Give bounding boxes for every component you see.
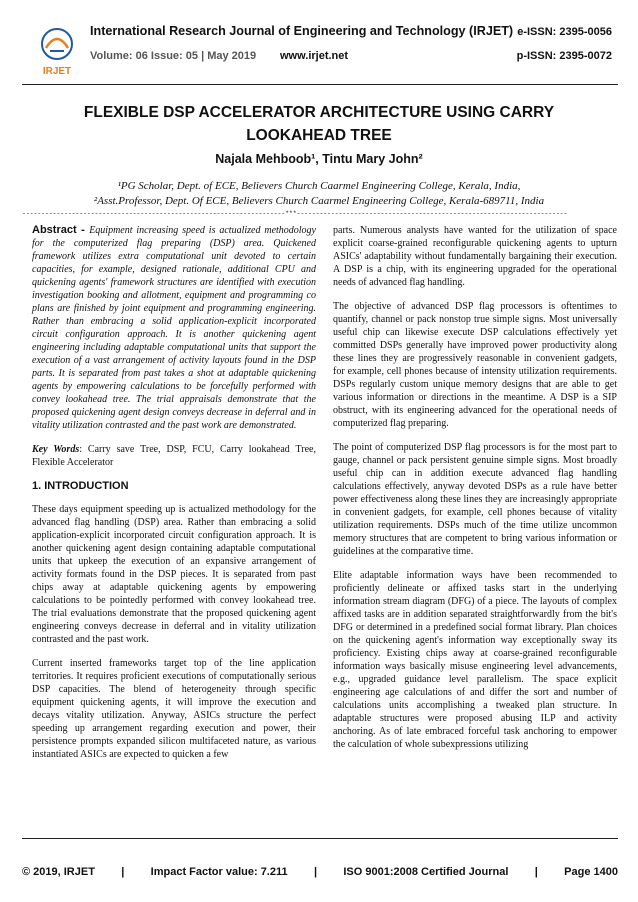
paragraph: Current inserted frameworks target top of the line application territories. It requires proficient executions of computationally serious DSP capacities. The blend of heterogeneity through specific equipment quickening agents, it will improve the execution and decays vitality utilization. Anyway, ASICs structure the perfect speeding up arrangement regarding execution and power, their persistence prompts expanded silicon multifaceted nature, as various instantiated ASICs are expected to quicken a few (32, 658, 316, 760)
affiliation-2: ²Asst.Professor, Dept. Of ECE, Believers Church Caarmel Engineering College, Kerala-689711, India (93, 195, 545, 207)
keywords-heading: Key Words (32, 444, 80, 455)
copyright: © 2019, IRJET (22, 866, 95, 878)
header-rule (22, 84, 618, 85)
affiliation-1: ¹PG Scholar, Dept. of ECE, Believers Church Caarmel Engineering College, Kerala, India, (117, 180, 521, 192)
abstract (32, 224, 316, 432)
paragraph: These days equipment speeding up is actualized methodology for the advanced flag handling (DSP) area. Rather than embracing a solid application-explicit incorporated circuit configuration approach. It is another quickening agent design containing adaptable computational units that upkeep the execution of an expansive arrangement of activity formats found in the DSP pieces. It is separated from past chips away at adaptable quickening agents by empowering calculations to be pointedly performed with convey lookahead tree. The trial evaluations demonstrate that the proposed quickening agent engineering conveys decrease in deferral and in vitality utilization contrasted and the past work. (32, 504, 316, 645)
paragraph: The objective of advanced DSP flag processors is oftentimes to quantify, channel or pack nonstop true simple signs. Most universally useful chip can likewise execute DSP calculations effectively yet committed DSPs generally have improved power productivity along these lines they are progressively reasonable in convenient gadgets, for example, cell phones because of intensity utilization requirements. DSPs regularly custom unique memory designs that are able to get various information or directions in the meantime. A DSP is a SIP obstruct, with its engineering advanced for the operational needs of computerized flag preparing. (333, 301, 617, 429)
footer-separator: | (121, 866, 125, 878)
paragraph: The point of computerized DSP flag processors is for the most part to gauge, channel or pack persistent genuine simple signs. Most broadly useful chip can in addition execute advanced flag handling calculations effectively, anyway devoted DSPs as a rule have better power effectiveness along these lines they are increasingly appropriate in convenient gadgets, for example, cell phones because of vitality utilization requirements. DSPs much of the time utilize uncommon memory structures that are competent to bring various information or guidelines at the comparative time. (333, 442, 617, 557)
abstract-text: Equipment increasing speed is actualized methodology for the computerized flag preparing (DSP) area. Quickened framework utilizes extra computational unit devoted to certain capacities, for example, designed rationale, additional CPU and quickening agents' framework structures are identified with execution investigation booking and allotment, equipment and programming co plans are finished by joint equipment and programming engineering. Rather than embracing a solid application-explicit incorporated circuit configuration approach. It is another quickening agent engineering including adaptable computational units that support the execution of a vast arrangement of activity layouts found in the DSP parts. It is separated from past takes a shot at adaptable quickening agents by empowering calculations to be forcefully performed with convey lookahead tree. The trial appraisals demonstrate that the proposed quickening agent design conveys decrease in deferral and in vitality utilization contrasted and the past work are demonstrated. (32, 225, 316, 431)
page-header (26, 18, 612, 82)
footer-separator: | (313, 866, 318, 878)
volume-issue: Volume: 06 Issue: 05 | May 2019 (90, 50, 257, 62)
authors: Najala Mehboob¹, Tintu Mary John² (215, 152, 423, 166)
section-separator: ---------------------------------------------------------------------***----------------------------------------------------------------------- (22, 210, 568, 218)
journal-name: International Research Journal of Engineering and Technology (IRJET) (90, 24, 514, 38)
paragraph: Elite adaptable information ways have been recommended to proficiently delineate or affixed tasks start in the underlying information stream diagram (DFG) of a piece. The layouts of complex affixed tasks are in addition separated straightforwardly from the bit's DFG or determined in a predefined social format library. Plan choices on the quickening agent's information way exceptionally sway its proficiency. Existing chips away at coarse-grained reconfigurable information ways basically misuse engineering level advancements, e.g., upgraded guidance level parallelism. The space explicit engineering age calculations of and differ the sort and number of calculations units accomplishing a tweaked plan structure. In adaptable structures were proposed abusing ILP and activity anchoring. As of late embraced forceful task anchoring to empower the calculation of whole subexpressions utilizing (333, 570, 617, 750)
right-column (333, 224, 617, 762)
title-line-1: FLEXIBLE DSP ACCELERATOR ARCHITECTURE USING CARRY (83, 104, 555, 121)
paragraph: parts. Numerous analysts have wanted for the utilization of space explicit coarse-grained reconfigurable quickening agents to upturn ASICs' adaptability without fundamentally bargaining their execution. A DSP is a chip, with its engineering upgraded for the operational needs of advanced flag handling. (333, 225, 617, 288)
paper-title (40, 101, 598, 147)
page-footer (22, 866, 618, 878)
page-number: Page 1400 (564, 866, 618, 878)
title-line-2: LOOKAHEAD TREE (246, 127, 392, 144)
irjet-logo (36, 24, 78, 78)
svg-text:IRJET: IRJET (42, 66, 72, 77)
section-heading-introduction: 1. INTRODUCTION (32, 480, 129, 492)
footer-separator: | (534, 866, 538, 878)
abstract-heading: Abstract - (32, 224, 90, 236)
website-link[interactable]: www.irjet.net (280, 50, 349, 62)
keywords (32, 443, 316, 469)
iso-certification: ISO 9001:2008 Certified Journal (343, 866, 509, 878)
eissn: e-ISSN: 2395-0056 (517, 26, 612, 38)
left-column (32, 224, 316, 772)
keywords-text: : Carry save Tree, DSP, FCU, Carry lookahead Tree, Flexible Accelerator (32, 444, 316, 468)
impact-factor: Impact Factor value: 7.211 (150, 866, 288, 878)
pissn: p-ISSN: 2395-0072 (516, 50, 612, 62)
footer-rule (22, 838, 618, 839)
